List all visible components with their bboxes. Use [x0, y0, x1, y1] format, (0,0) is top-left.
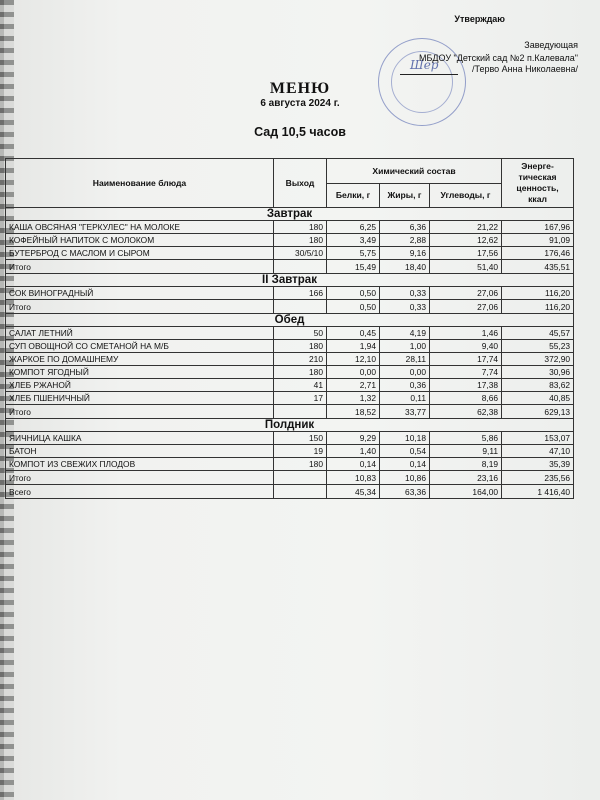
dish-name: КОФЕЙНЫЙ НАПИТОК С МОЛОКОМ — [6, 234, 274, 247]
dish-energy: 40,85 — [502, 392, 574, 405]
grand-total-yield-empty — [274, 485, 327, 499]
total-row — [6, 300, 574, 314]
signature: Шер — [410, 58, 439, 72]
table-row — [6, 327, 574, 340]
total-label: Итого — [6, 300, 274, 314]
dish-yield: 19 — [274, 445, 327, 458]
total-yield-empty — [274, 300, 327, 314]
dish-name: СУП ОВОЩНОЙ СО СМЕТАНОЙ НА М/Б — [6, 340, 274, 353]
dish-fat: 6,36 — [380, 221, 430, 234]
dish-yield: 166 — [274, 287, 327, 300]
total-row — [6, 260, 574, 274]
dish-name: ЯИЧНИЦА КАШКА — [6, 432, 274, 445]
dish-yield: 180 — [274, 340, 327, 353]
dish-protein: 1,94 — [327, 340, 380, 353]
grand-total-energy: 1 416,40 — [502, 485, 574, 499]
dish-yield: 41 — [274, 379, 327, 392]
total-fat: 18,40 — [380, 260, 430, 274]
head-title: Заведующая — [524, 40, 578, 50]
approve-label: Утверждаю — [454, 14, 505, 24]
dish-carbs: 17,56 — [430, 247, 502, 260]
dish-yield: 17 — [274, 392, 327, 405]
dish-name: ЖАРКОЕ ПО ДОМАШНЕМУ — [6, 353, 274, 366]
table-row — [6, 392, 574, 405]
total-protein: 18,52 — [327, 405, 380, 419]
dish-protein: 0,50 — [327, 287, 380, 300]
dish-yield: 180 — [274, 221, 327, 234]
dish-name: БАТОН — [6, 445, 274, 458]
dish-protein: 0,00 — [327, 366, 380, 379]
dish-fat: 1,00 — [380, 340, 430, 353]
grand-total-label: Всего — [6, 485, 274, 499]
dish-fat: 2,88 — [380, 234, 430, 247]
dish-fat: 0,11 — [380, 392, 430, 405]
table-row — [6, 432, 574, 445]
dish-protein: 0,14 — [327, 458, 380, 471]
table-row — [6, 234, 574, 247]
total-energy: 435,51 — [502, 260, 574, 274]
dish-energy: 167,96 — [502, 221, 574, 234]
dish-energy: 83,62 — [502, 379, 574, 392]
dish-fat: 0,54 — [380, 445, 430, 458]
dish-carbs: 12,62 — [430, 234, 502, 247]
dish-yield: 50 — [274, 327, 327, 340]
dish-protein: 3,49 — [327, 234, 380, 247]
dish-carbs: 9,40 — [430, 340, 502, 353]
dish-energy: 176,46 — [502, 247, 574, 260]
total-yield-empty — [274, 405, 327, 419]
total-energy: 235,56 — [502, 471, 574, 485]
dish-protein: 1,32 — [327, 392, 380, 405]
total-row — [6, 405, 574, 419]
grand-total-fat: 63,36 — [380, 485, 430, 499]
table-row — [6, 247, 574, 260]
table-row — [6, 221, 574, 234]
dish-carbs: 21,22 — [430, 221, 502, 234]
dish-energy: 30,96 — [502, 366, 574, 379]
dish-fat: 10,18 — [380, 432, 430, 445]
dish-name: КОМПОТ ИЗ СВЕЖИХ ПЛОДОВ — [6, 458, 274, 471]
dish-protein: 9,29 — [327, 432, 380, 445]
dish-yield: 30/5/10 — [274, 247, 327, 260]
col-name-header: Наименование блюда — [6, 159, 274, 208]
dish-carbs: 27,06 — [430, 287, 502, 300]
total-fat: 10,86 — [380, 471, 430, 485]
total-yield-empty — [274, 260, 327, 274]
total-protein: 0,50 — [327, 300, 380, 314]
dish-energy: 91,09 — [502, 234, 574, 247]
table-row — [6, 379, 574, 392]
dish-energy: 55,23 — [502, 340, 574, 353]
col-protein-header: Белки, г — [327, 183, 380, 208]
dish-protein: 2,71 — [327, 379, 380, 392]
dish-name: ХЛЕБ РЖАНОЙ — [6, 379, 274, 392]
dish-energy: 47,10 — [502, 445, 574, 458]
total-yield-empty — [274, 471, 327, 485]
dish-energy: 35,39 — [502, 458, 574, 471]
total-protein: 10,83 — [327, 471, 380, 485]
dish-protein: 12,10 — [327, 353, 380, 366]
dish-fat: 28,11 — [380, 353, 430, 366]
dish-name: КАША ОВСЯНАЯ "ГЕРКУЛЕС" НА МОЛОКЕ — [6, 221, 274, 234]
dish-energy: 372,90 — [502, 353, 574, 366]
dish-fat: 0,14 — [380, 458, 430, 471]
dish-protein: 5,75 — [327, 247, 380, 260]
total-label: Итого — [6, 405, 274, 419]
menu-date: 6 августа 2024 г. — [260, 98, 340, 109]
dish-energy: 153,07 — [502, 432, 574, 445]
total-carbs: 51,40 — [430, 260, 502, 274]
table-row — [6, 287, 574, 300]
col-carbs-header: Углеводы, г — [430, 183, 502, 208]
dish-name: БУТЕРБРОД С МАСЛОМ И СЫРОМ — [6, 247, 274, 260]
dish-energy: 45,57 — [502, 327, 574, 340]
dish-name: ХЛЕБ ПШЕНИЧНЫЙ — [6, 392, 274, 405]
dish-protein: 6,25 — [327, 221, 380, 234]
total-energy: 116,20 — [502, 300, 574, 314]
grand-total-protein: 45,34 — [327, 485, 380, 499]
section-title: Завтрак — [6, 208, 574, 221]
col-chem-header: Химический состав — [327, 159, 502, 184]
total-protein: 15,49 — [327, 260, 380, 274]
dish-energy: 116,20 — [502, 287, 574, 300]
dish-fat: 0,33 — [380, 287, 430, 300]
dish-yield: 210 — [274, 353, 327, 366]
organization-name: МБДОУ "Детский сад №2 п.Калевала" — [419, 53, 578, 63]
table-row — [6, 366, 574, 379]
dish-name: САЛАТ ЛЕТНИЙ — [6, 327, 274, 340]
table-row — [6, 445, 574, 458]
total-label: Итого — [6, 471, 274, 485]
total-carbs: 23,16 — [430, 471, 502, 485]
total-energy: 629,13 — [502, 405, 574, 419]
grand-total-carbs: 164,00 — [430, 485, 502, 499]
total-carbs: 27,06 — [430, 300, 502, 314]
dish-protein: 1,40 — [327, 445, 380, 458]
dish-carbs: 8,19 — [430, 458, 502, 471]
table-row — [6, 353, 574, 366]
total-fat: 0,33 — [380, 300, 430, 314]
dish-protein: 0,45 — [327, 327, 380, 340]
dish-fat: 9,16 — [380, 247, 430, 260]
col-fat-header: Жиры, г — [380, 183, 430, 208]
signer-name: /Терво Анна Николаевна/ — [471, 64, 578, 74]
dish-carbs: 7,74 — [430, 366, 502, 379]
total-fat: 33,77 — [380, 405, 430, 419]
section-title: Полдник — [6, 419, 574, 432]
section-title: II Завтрак — [6, 274, 574, 287]
section-title: Обед — [6, 314, 574, 327]
table-row — [6, 340, 574, 353]
dish-yield: 150 — [274, 432, 327, 445]
total-label: Итого — [6, 260, 274, 274]
dish-name: СОК ВИНОГРАДНЫЙ — [6, 287, 274, 300]
menu-title: МЕНЮ — [269, 80, 331, 97]
dish-yield: 180 — [274, 366, 327, 379]
grand-total-row — [6, 485, 574, 499]
dish-fat: 4,19 — [380, 327, 430, 340]
dish-yield: 180 — [274, 458, 327, 471]
col-yield-header: Выход — [274, 159, 327, 208]
dish-carbs: 17,38 — [430, 379, 502, 392]
total-carbs: 62,38 — [430, 405, 502, 419]
dish-fat: 0,00 — [380, 366, 430, 379]
dish-carbs: 17,74 — [430, 353, 502, 366]
dish-name: КОМПОТ ЯГОДНЫЙ — [6, 366, 274, 379]
col-energy-header: Энерге-тическая ценность, ккал — [502, 159, 574, 208]
total-row — [6, 471, 574, 485]
menu-table — [5, 158, 574, 499]
dish-carbs: 9,11 — [430, 445, 502, 458]
menu-mode: Сад 10,5 часов — [254, 125, 346, 139]
dish-carbs: 8,66 — [430, 392, 502, 405]
dish-carbs: 5,86 — [430, 432, 502, 445]
dish-carbs: 1,46 — [430, 327, 502, 340]
dish-fat: 0,36 — [380, 379, 430, 392]
dish-yield: 180 — [274, 234, 327, 247]
table-row — [6, 458, 574, 471]
signature-line — [400, 74, 458, 75]
